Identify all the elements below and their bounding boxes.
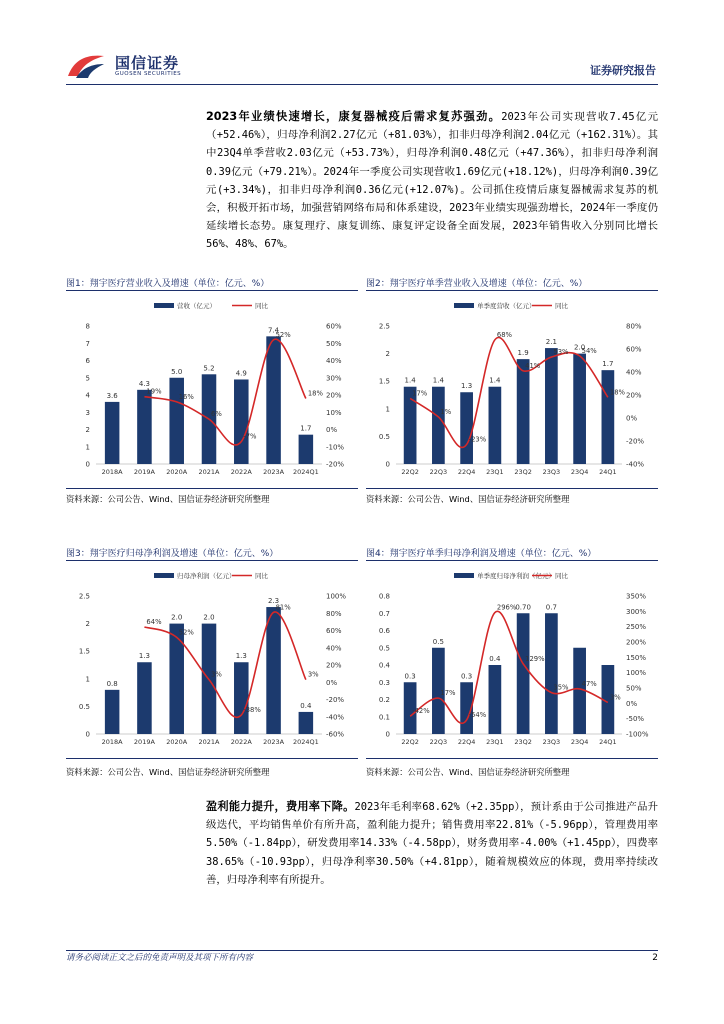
bar-data-label: 1.3 <box>138 652 150 661</box>
y-left-tick-label: 0 <box>85 460 90 469</box>
y-right-tick-label: 40% <box>326 357 342 365</box>
y-right-tick-label: 20% <box>326 391 342 400</box>
y-right-tick-label: 20% <box>326 661 342 670</box>
y-right-tick-label: 200% <box>626 638 647 647</box>
growth-data-label: 68% <box>496 330 512 339</box>
bar-data-label: 1.9 <box>517 349 529 358</box>
chart-revenue-annual <box>66 294 358 486</box>
y-left-tick-label: 2.5 <box>378 322 390 331</box>
page-number: 2 <box>652 953 658 963</box>
y-right-tick-label: 300% <box>626 607 647 616</box>
x-tick-label: 2018A <box>101 468 123 476</box>
growth-data-label: 17% <box>440 689 456 698</box>
bar-data-label: 0.3 <box>461 672 473 681</box>
legend-bar-label: 归母净利润（亿元） <box>177 572 236 580</box>
fig3-caption-rule <box>66 560 358 561</box>
fig1-caption-rule <box>66 290 358 291</box>
fig1-bottom-rule <box>66 488 358 489</box>
y-right-tick-label: 50% <box>326 339 342 348</box>
logo-name-cn: 国信证券 <box>115 54 180 72</box>
y-right-tick-label: 100% <box>626 669 647 678</box>
bar-data-label: 4.3 <box>138 379 150 388</box>
fig3-caption: 图3：翔宇医疗归母净利润及增速（单位：亿元、%） <box>66 549 279 559</box>
y-right-tick-label: -60% <box>326 730 345 739</box>
y-left-tick-label: 0.2 <box>378 696 390 704</box>
y-right-tick-label: -100% <box>626 730 649 739</box>
y-right-tick-label: 0% <box>626 414 638 423</box>
x-tick-label: 22Q2 <box>401 468 419 476</box>
growth-data-label: 16% <box>178 392 194 401</box>
y-right-tick-label: 0% <box>626 699 638 708</box>
growth-data-label: 54% <box>581 346 597 355</box>
x-tick-label: 2024Q1 <box>292 468 319 476</box>
y-left-tick-label: 0.6 <box>378 627 390 635</box>
bar <box>105 402 120 464</box>
bar <box>517 613 530 734</box>
y-right-tick-label: 40% <box>326 644 342 653</box>
bar-data-label: 5.2 <box>203 364 215 373</box>
y-right-tick-label: 20% <box>626 391 642 400</box>
y-left-tick-label: 3 <box>85 408 90 417</box>
y-right-tick-label: -20% <box>626 437 645 446</box>
bar-data-label: 0.8 <box>106 679 118 688</box>
growth-data-label: 129% <box>525 654 545 663</box>
x-tick-label: 2019A <box>133 468 155 476</box>
paragraph-profitability <box>206 798 658 889</box>
y-left-tick-label: 1.5 <box>78 647 90 656</box>
header-divider <box>66 84 658 85</box>
legend-bar-swatch <box>454 573 474 578</box>
paragraph-body: 2023年公司实现营收7.45亿元（+52.46%），归母净利润2.27亿元（+81.03%），扣非归母净利润2.04亿元（+162.31%）。其中23Q4单季营收2.03亿元（+53.73%），归母净利润0.48亿元（+47.36%），扣非归母净利润0.39亿元（+79.21%）。2024年一季度公司实现营收1.69亿元(+18.12%)，归母净利润0.39亿元(+3.34%)，扣非归母净利润0.36亿元(+12.07%)。公司抓住疫情后康复器械需求复苏的机会，积极开拓市场，加强营销网络布局和体系建设，2023年业绩实现强劲增长，2024年一季度仍延续增长态势。康复理疗、康复训练、康复评定设备全面发展，2023年销售收入分别同比增长56%、48%、67%。 <box>206 111 659 251</box>
bar <box>545 348 558 464</box>
bar-data-label: 0.4 <box>300 701 312 710</box>
y-right-tick-label: -50% <box>626 715 645 724</box>
y-left-tick-label: 0 <box>385 730 390 739</box>
fig3-bottom-rule <box>66 758 358 759</box>
bar-data-label: 1.4 <box>432 376 444 385</box>
y-right-tick-label: 0% <box>326 678 338 687</box>
y-left-tick-label: 0.8 <box>378 592 390 601</box>
legend-bar-swatch <box>454 303 474 308</box>
growth-data-label: 52% <box>178 628 194 637</box>
bar-data-label: 4.9 <box>235 369 247 378</box>
x-tick-label: 23Q3 <box>542 468 561 476</box>
x-tick-label: 2021A <box>198 738 220 746</box>
x-tick-label: 2020A <box>166 468 188 476</box>
y-right-tick-label: 0% <box>326 426 338 434</box>
chart-profit-annual <box>66 564 358 756</box>
y-left-tick-label: 2 <box>85 620 90 629</box>
y-right-tick-label: -10% <box>326 443 345 452</box>
fig4-bottom-rule <box>366 758 658 759</box>
bar <box>602 370 615 464</box>
y-left-tick-label: 1 <box>385 405 390 414</box>
y-left-tick-label: 1 <box>85 675 90 684</box>
y-left-tick-label: 2 <box>385 350 390 359</box>
bar-data-label: 0.3 <box>404 672 416 681</box>
bar <box>137 390 152 464</box>
fig2-caption: 图2：翔宇医疗单季营业收入及增速（单位：亿元、%） <box>366 279 588 289</box>
bar <box>517 359 530 464</box>
paragraph-performance <box>206 108 658 254</box>
growth-data-label: -42% <box>412 707 430 716</box>
x-tick-label: 22Q3 <box>429 738 448 746</box>
x-tick-label: 23Q1 <box>486 468 504 476</box>
growth-data-label: -38% <box>243 706 261 715</box>
paragraph-body: 2023年毛利率68.62%（+2.35pp），预计系由于公司推进产品升级迭代，平均销售单价有所升高，盈利能力提升；销售费用率22.81%（-5.96pp），管理费用率5.50%（-1.84pp），研发费用率14.33%（-4.58pp），财务费用率-4.00%（+1.45pp），四费率38.65%（-10.93pp），归母净利率30.50%（+4.81pp），随着规模效应的体现，费用率持续改善，归母净利率有所提升。 <box>206 801 658 886</box>
y-right-tick-label: 60% <box>626 345 642 354</box>
y-left-tick-label: 8 <box>85 322 90 331</box>
y-left-tick-label: 2.5 <box>78 592 90 601</box>
bar-data-label: 7.4 <box>268 326 280 335</box>
x-tick-label: 24Q1 <box>599 738 617 746</box>
legend-bar-swatch <box>154 573 174 578</box>
chart-profit-quarterly <box>366 564 658 756</box>
bar <box>169 624 184 734</box>
growth-data-label: 53% <box>553 348 569 357</box>
bar-data-label: 0.4 <box>489 655 501 663</box>
fig2-source: 资料来源：公司公告、Wind、国信证券经济研究所整理 <box>366 494 570 504</box>
y-left-tick-label: 4 <box>85 391 90 400</box>
growth-data-label: 52% <box>275 330 291 339</box>
growth-data-label: 17% <box>412 389 428 398</box>
bar <box>489 387 502 464</box>
bar-data-label: 1.3 <box>235 652 247 661</box>
y-left-tick-label: 0 <box>85 730 90 739</box>
bar-data-label: 5.0 <box>171 367 183 376</box>
y-right-tick-label: -20% <box>326 460 345 469</box>
bar-data-label: 2.0 <box>574 343 586 352</box>
bar-data-label: 1.3 <box>461 382 473 391</box>
y-left-tick-label: 0.4 <box>378 661 390 670</box>
y-right-tick-label: -40% <box>626 460 645 469</box>
y-right-tick-label: 30% <box>326 374 342 383</box>
bar <box>299 712 314 734</box>
bar-data-label: 2.0 <box>171 613 183 622</box>
x-tick-label: 22Q3 <box>429 468 448 476</box>
legend-bar-label: 营收（亿元） <box>177 302 216 310</box>
x-tick-label: 2024Q1 <box>292 738 319 746</box>
growth-data-label: 18% <box>609 388 625 397</box>
growth-data-label: 3% <box>211 670 222 679</box>
y-right-tick-label: 250% <box>626 623 647 632</box>
x-tick-label: 2019A <box>133 738 155 746</box>
bar <box>234 662 249 734</box>
x-tick-label: 2023A <box>263 468 285 476</box>
bar-data-label: 3.6 <box>106 391 118 400</box>
bar <box>137 662 152 734</box>
growth-data-label: 19% <box>146 387 162 396</box>
x-tick-label: 23Q4 <box>570 468 589 476</box>
fig4-caption-rule <box>366 560 658 561</box>
bar <box>489 665 502 734</box>
growth-line <box>144 339 305 445</box>
paragraph-heading: 2023年业绩快速增长，康复器械疫后需求复苏强劲。 <box>206 110 502 123</box>
y-left-tick-label: 7 <box>85 339 90 348</box>
growth-data-label: 41% <box>525 361 541 370</box>
bar <box>545 613 558 734</box>
y-left-tick-label: 2 <box>85 426 90 434</box>
y-left-tick-label: 0.5 <box>378 432 390 441</box>
bar-data-label: 0.5 <box>432 637 444 646</box>
y-right-tick-label: -40% <box>326 713 345 722</box>
y-right-tick-label: 100% <box>326 592 347 601</box>
bar-data-label: 2.1 <box>545 338 557 347</box>
growth-data-label: 81% <box>275 603 291 612</box>
legend-line-label: 同比 <box>255 302 268 310</box>
y-right-tick-label: 150% <box>626 653 647 662</box>
bar <box>432 387 445 464</box>
x-tick-label: 2021A <box>198 468 220 476</box>
y-right-tick-label: 50% <box>626 684 642 693</box>
y-left-tick-label: 0 <box>385 460 390 469</box>
bar-data-label: 1.7 <box>300 424 312 433</box>
growth-data-label: 3% <box>609 693 621 702</box>
logo-name-en: GUOSEN SECURITIES <box>115 71 182 77</box>
growth-data-label: 6% <box>211 410 222 419</box>
x-tick-label: 22Q4 <box>457 738 476 746</box>
y-left-tick-label: 1.5 <box>378 377 390 386</box>
y-left-tick-label: 6 <box>85 357 90 365</box>
y-right-tick-label: 60% <box>326 322 342 331</box>
bar <box>234 379 249 464</box>
fig1-caption: 图1：翔宇医疗营业收入及增速（单位：亿元、%） <box>66 279 270 289</box>
legend-line-label: 同比 <box>555 302 568 310</box>
x-tick-label: 23Q2 <box>514 738 532 746</box>
bar-data-label: 0.7 <box>545 603 557 612</box>
x-tick-label: 2023A <box>263 738 285 746</box>
bar-data-label: 1.4 <box>489 376 501 385</box>
x-tick-label: 23Q1 <box>486 738 504 746</box>
y-left-tick-label: 0.7 <box>378 609 390 618</box>
x-tick-label: 2018A <box>101 738 123 746</box>
paragraph-heading: 盈利能力提升，费用率下降。 <box>206 800 355 813</box>
x-tick-label: 23Q3 <box>542 738 561 746</box>
x-tick-label: 23Q4 <box>570 738 589 746</box>
fig4-caption: 图4：翔宇医疗单季归母净利润及增速（单位：亿元、%） <box>366 549 597 559</box>
y-right-tick-label: -20% <box>326 696 345 704</box>
growth-data-label: 47% <box>581 679 597 688</box>
growth-data-label: 64% <box>146 618 162 627</box>
y-left-tick-label: 0.3 <box>378 678 390 687</box>
growth-data-label: 18% <box>307 389 323 398</box>
legend-bar-label: 单季度归母净利润（亿元） <box>477 572 555 580</box>
x-tick-label: 22Q2 <box>401 738 419 746</box>
growth-data-label: -23% <box>468 435 487 444</box>
report-type: 证券研究报告 <box>590 64 656 77</box>
chart-revenue-quarterly <box>366 294 658 486</box>
fig2-bottom-rule <box>366 488 658 489</box>
legend-line-label: 同比 <box>255 572 268 580</box>
x-tick-label: 2022A <box>230 468 252 476</box>
fig3-source: 资料来源：公司公告、Wind、国信证券经济研究所整理 <box>66 767 270 777</box>
guosen-logo-icon <box>66 50 106 80</box>
bar <box>169 378 184 464</box>
x-tick-label: 2022A <box>230 738 252 746</box>
growth-data-label: 1% <box>440 407 452 416</box>
footer-disclaimer: 请务必阅读正文之后的免责声明及其项下所有内容 <box>66 953 254 963</box>
x-tick-label: 22Q4 <box>457 468 476 476</box>
bar-data-label: 2.3 <box>268 597 280 606</box>
bar <box>299 435 314 464</box>
x-tick-label: 2020A <box>166 738 188 746</box>
y-left-tick-label: 0.5 <box>78 702 90 711</box>
y-left-tick-label: 1 <box>85 443 90 452</box>
growth-data-label: 296% <box>496 603 517 612</box>
y-right-tick-label: 10% <box>326 408 342 417</box>
bar-data-label: 2.0 <box>203 613 215 622</box>
y-right-tick-label: 60% <box>326 627 342 635</box>
growth-line <box>144 612 305 717</box>
bar <box>266 336 281 464</box>
growth-data-label: 3% <box>307 670 319 679</box>
bar-data-label: 1.7 <box>602 360 614 369</box>
fig1-source: 资料来源：公司公告、Wind、国信证券经济研究所整理 <box>66 494 270 504</box>
growth-data-label: 35% <box>553 683 569 692</box>
bar <box>573 354 586 464</box>
y-right-tick-label: 80% <box>326 609 342 618</box>
y-right-tick-label: 80% <box>626 322 642 331</box>
y-right-tick-label: 40% <box>626 368 642 377</box>
page-header <box>66 40 658 84</box>
fig2-caption-rule <box>366 290 658 291</box>
x-tick-label: 23Q2 <box>514 468 532 476</box>
y-left-tick-label: 0.1 <box>378 713 390 722</box>
legend-line-label: 同比 <box>555 572 568 580</box>
x-tick-label: 24Q1 <box>599 468 617 476</box>
y-left-tick-label: 0.5 <box>378 644 390 653</box>
bar-data-label: 1.4 <box>404 376 416 385</box>
y-left-tick-label: 5 <box>85 374 90 383</box>
fig4-source: 资料来源：公司公告、Wind、国信证券经济研究所整理 <box>366 767 570 777</box>
growth-data-label: -7% <box>243 432 257 441</box>
legend-bar-label: 单季度营收（亿元） <box>477 302 536 310</box>
bar <box>460 392 473 464</box>
legend-bar-swatch <box>154 303 174 308</box>
growth-data-label: -54% <box>468 710 487 719</box>
bar <box>404 387 417 464</box>
bar-data-label: 0.70 <box>515 603 531 612</box>
y-right-tick-label: 350% <box>626 592 647 601</box>
bar <box>266 607 281 734</box>
bar <box>105 690 120 734</box>
